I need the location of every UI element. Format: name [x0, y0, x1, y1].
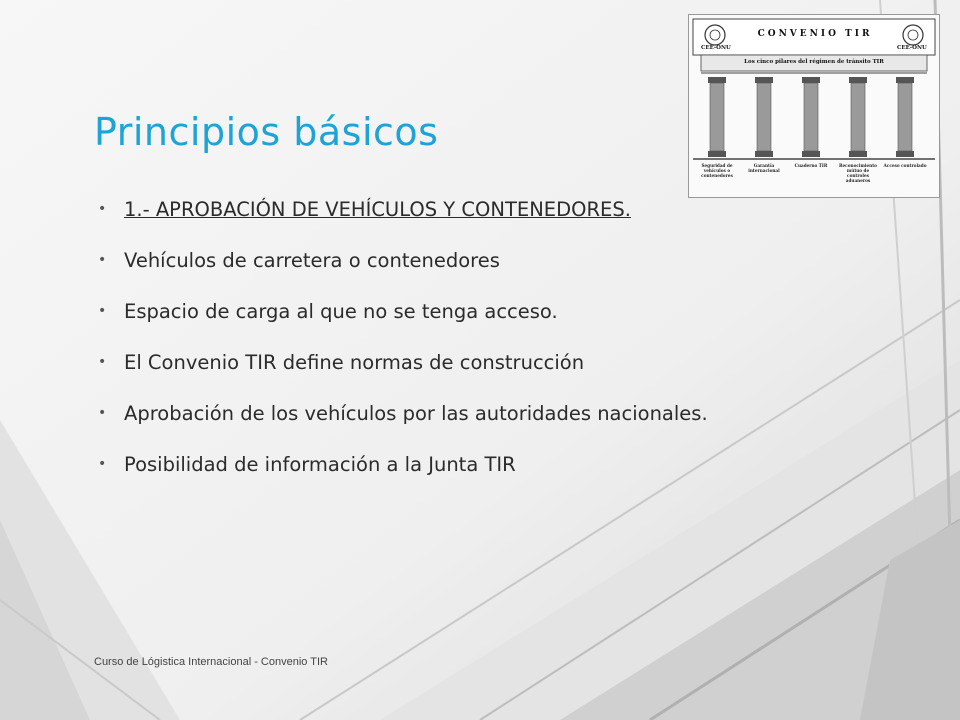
bullet-list [96, 196, 736, 502]
bullet-item [96, 196, 736, 223]
bullet-item: • El Convenio TIR define normas de construcción [96, 349, 736, 376]
pillar-label: Cuaderno TIR [794, 163, 828, 168]
pillar-label: Acceso controlado [883, 163, 927, 168]
slide-title: Principios básicos [94, 110, 439, 154]
diagram-subtitle: Los cinco pilares del régimen de tránsito TIR [744, 59, 884, 65]
bullet-item: • Vehículos de carretera o contenedores [96, 247, 736, 274]
emblem-label-right: CEE-ONU [897, 45, 927, 51]
pillar-label: Garantía internacional [748, 163, 780, 173]
emblem-label-left: CEE-ONU [701, 45, 731, 51]
tir-pillars-diagram [688, 14, 940, 198]
bullet-item: • Espacio de carga al que no se tenga acceso. [96, 298, 736, 325]
diagram-title: CONVENIO TIR [757, 29, 873, 39]
pillar-label: Reconocimiento mútuo de controles aduaneros [839, 163, 877, 183]
bullet-item: • Aprobación de los vehículos por las autoridades nacionales. [96, 400, 736, 427]
bullet-heading-text: 1.- APROBACIÓN DE VEHÍCULOS Y CONTENEDORES. [124, 198, 631, 221]
pillar-label: Seguridad de vehículos o contenedores [701, 163, 733, 178]
pillar-columns [708, 77, 914, 157]
slide-footer: Curso de Lógistica Internacional - Convenio TIR [94, 656, 328, 668]
bullet-item: • Posibilidad de información a la Junta TIR [96, 451, 736, 478]
